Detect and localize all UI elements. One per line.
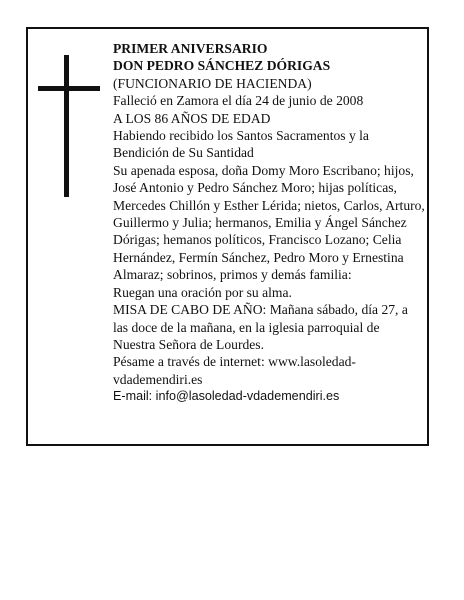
mass-announcement: MISA DE CABO DE AÑO: Mañana sábado, día 27, a las doce de la mañana, en la iglesia parroquial de Nuestra Señora de Lourdes. [113, 302, 408, 352]
deceased-name: DON PEDRO SÁNCHEZ DÓRIGAS [113, 58, 331, 74]
sacraments-line: Habiendo recibido los Santos Sacramentos y la Bendición de Su Santidad [113, 128, 369, 161]
cross-icon [38, 55, 100, 197]
death-details: Falleció en Zamora el día 24 de junio de 2008 [113, 93, 364, 109]
contact-email: E-mail: info@lasoledad-vdademendiri.es [113, 389, 340, 404]
prayer-request: Ruegan una oración por su alma. [113, 284, 292, 300]
obituary-text [113, 40, 425, 406]
deceased-occupation: (FUNCIONARIO DE HACIENDA) [113, 75, 312, 91]
age-at-death: A LOS 86 AÑOS DE EDAD [113, 110, 271, 126]
notice-heading: PRIMER ANIVERSARIO [113, 41, 268, 56]
family-list: Su apenada esposa, doña Domy Moro Escribano; hijos, José Antonio y Pedro Sánchez Moro; hijas políticas, Mercedes Chillón y Esther Lérida; nietos, Carlos, Arturo, Guillermo y Julia; hermanos, Emilia y Ángel Sánchez Dórigas; hemanos políticos, Francisco Lozano; Celia Hernández, Fermín Sánchez, Pedro Moro y Ernestina Almaraz; sobrinos, primos y demás familia: [113, 162, 425, 283]
cross-horizontal-bar [38, 86, 100, 91]
cross-vertical-bar [64, 55, 69, 197]
condolences-website: Pésame a través de internet: www.lasoledad-vdademendiri.es [113, 354, 356, 387]
